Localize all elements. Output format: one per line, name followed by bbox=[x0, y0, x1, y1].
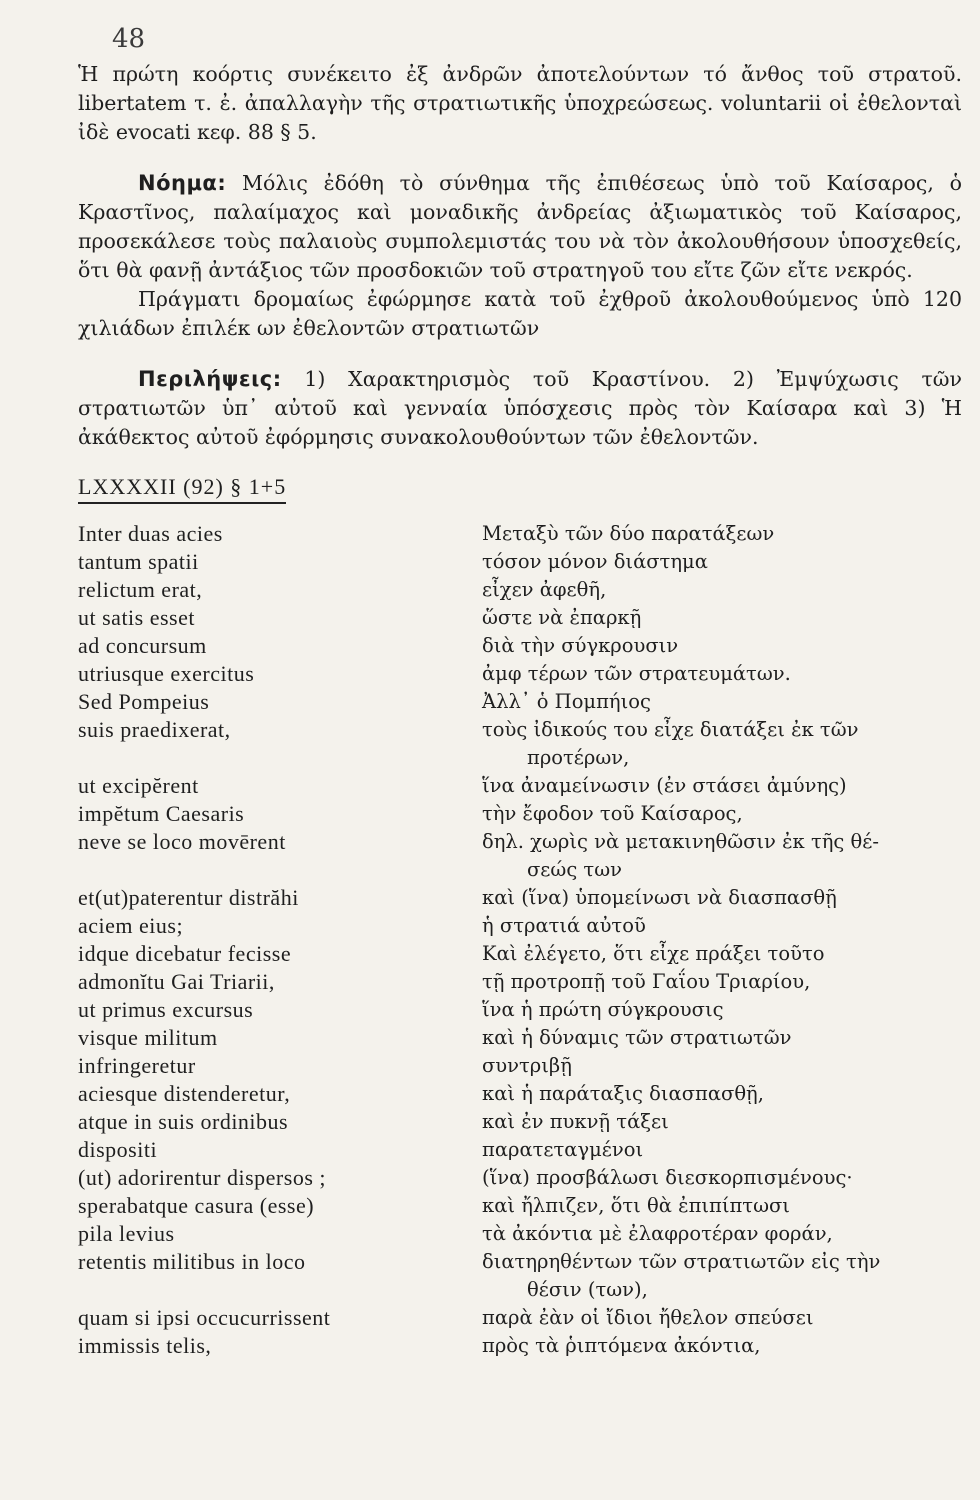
greek-text-continued: σεώς των bbox=[527, 858, 622, 881]
greek-translation bbox=[482, 1248, 962, 1304]
greek-text: διατηρηθέντων τῶν στρατιωτῶν εἰς τὴν bbox=[482, 1250, 881, 1273]
greek-translation bbox=[482, 1136, 962, 1164]
page-content bbox=[78, 60, 962, 1360]
greek-text: διὰ τὴν σύγκρουσιν bbox=[482, 634, 679, 657]
translation-row bbox=[78, 660, 962, 688]
greek-text: ἵνα ἡ πρώτη σύγκρουσις bbox=[482, 998, 724, 1021]
greek-text: καὶ ἐν πυκνῇ τάξει bbox=[482, 1110, 669, 1133]
greek-text: ἵνα ἀναμείνωσιν (ἐν στάσει ἀμύνης) bbox=[482, 774, 847, 797]
translation-row bbox=[78, 996, 962, 1024]
greek-translation bbox=[482, 688, 962, 716]
translation-row bbox=[78, 968, 962, 996]
noima-paragraph-2: Πράγματι δρομαίως ἐφώρμησε κατὰ τοῦ ἐχθροῦ ἀκολουθούμενος ὑπὸ 120 χιλιάδων ἐπιλέκ ων ἐθελοντῶν στρατιωτῶν bbox=[78, 287, 962, 340]
greek-translation bbox=[482, 604, 962, 632]
greek-text: Ἀλλ᾽ ὁ Πομπήιος bbox=[482, 690, 651, 713]
perilipseis-label: Περιλήψεις: bbox=[138, 367, 282, 391]
greek-translation bbox=[482, 1108, 962, 1136]
section-heading: LXXXXII (92) § 1+5 bbox=[78, 474, 286, 504]
greek-translation bbox=[482, 884, 962, 912]
intro-note: Ἡ πρώτη κοόρτις συνέκειτο ἐξ ἀνδρῶν ἀποτελούντων τό ἄνθος τοῦ στρατοῦ. libertatem τ. ἐ. ἀπαλλαγὴν τῆς στρατιωτικῆς ὑποχρεώσεως. voluntarii οἱ ἐθελονταὶ ἰδὲ evocati κεφ. 88 § 5. bbox=[78, 62, 962, 144]
greek-translation bbox=[482, 968, 962, 996]
latin-text: aciesque distenderetur, bbox=[78, 1081, 291, 1106]
greek-text: τὰ ἀκόντια μὲ ἐλαφροτέραν φοράν, bbox=[482, 1222, 833, 1245]
latin-text: Inter duas acies bbox=[78, 521, 223, 546]
greek-text: τῇ προτροπῇ τοῦ Γαΐου Τριαρίου, bbox=[482, 970, 811, 993]
greek-translation bbox=[482, 520, 962, 548]
latin-text: infringeretur bbox=[78, 1053, 196, 1078]
latin-text: idque dicebatur fecisse bbox=[78, 941, 292, 966]
greek-translation bbox=[482, 996, 962, 1024]
greek-text: καὶ (ἵνα) ὑπομείνωσι νὰ διασπασθῇ bbox=[482, 886, 837, 909]
greek-translation bbox=[482, 1192, 962, 1220]
latin-text: et(ut)paterentur distrăhi bbox=[78, 885, 299, 910]
translation-row bbox=[78, 1192, 962, 1220]
greek-translation bbox=[482, 828, 962, 884]
greek-text: συντριβῇ bbox=[482, 1054, 572, 1077]
translation-row bbox=[78, 940, 962, 968]
greek-text: ἀμφ τέρων τῶν στρατευμάτων. bbox=[482, 662, 791, 685]
greek-translation bbox=[482, 548, 962, 576]
latin-text: quam si ipsi occucurrissent bbox=[78, 1305, 331, 1330]
perilipseis-paragraph bbox=[78, 365, 962, 452]
translation-row bbox=[78, 772, 962, 800]
noima-paragraph bbox=[78, 169, 962, 285]
translation-table bbox=[78, 520, 962, 1360]
latin-text: ut primus excursus bbox=[78, 997, 254, 1022]
translation-row bbox=[78, 1332, 962, 1360]
page-number: 48 bbox=[112, 24, 146, 54]
latin-text: ut excipĕrent bbox=[78, 773, 199, 798]
latin-text: Sed Pompeius bbox=[78, 689, 210, 714]
perilipseis-text: 1) Χαρακτηρισμὸς τοῦ Κραστίνου. 2) Ἐμψύχωσις τῶν στρατιωτῶν ὑπ᾽ αὐτοῦ καὶ γενναία ὑπόσχεσις πρὸς τὸν Καίσαρα καὶ 3) Ἡ ἀκάθεκτος αὐτοῦ ἐφόρμησις συνακολουθούντων τῶν ἐθελοντῶν. bbox=[78, 367, 962, 449]
latin-text: retentis militibus in loco bbox=[78, 1249, 306, 1274]
greek-translation bbox=[482, 800, 962, 828]
greek-translation bbox=[482, 912, 962, 940]
greek-translation bbox=[482, 1052, 962, 1080]
greek-text: τόσον μόνον διάστημα bbox=[482, 550, 708, 573]
greek-text: Μεταξὺ τῶν δύο παρατάξεων bbox=[482, 522, 775, 545]
latin-text: dispositi bbox=[78, 1137, 158, 1162]
latin-text: atque in suis ordinibus bbox=[78, 1109, 289, 1134]
translation-row bbox=[78, 1080, 962, 1108]
translation-row bbox=[78, 632, 962, 660]
greek-translation bbox=[482, 772, 962, 800]
latin-text: tantum spatii bbox=[78, 549, 199, 574]
translation-row bbox=[78, 1248, 962, 1304]
greek-text: καὶ ἤλπιζεν, ὅτι θὰ ἐπιπίπτωσι bbox=[482, 1194, 790, 1217]
greek-translation bbox=[482, 1164, 962, 1192]
greek-text: τοὺς ἰδικούς του εἶχε διατάξει ἐκ τῶν bbox=[482, 718, 859, 741]
translation-row bbox=[78, 828, 962, 884]
greek-translation bbox=[482, 660, 962, 688]
translation-row bbox=[78, 1052, 962, 1080]
latin-text: utriusque exercitus bbox=[78, 661, 255, 686]
greek-text: παρὰ ἐὰν οἱ ἴδιοι ἤθελον σπεύσει bbox=[482, 1306, 814, 1329]
translation-row bbox=[78, 548, 962, 576]
noima-text: Μόλις ἐδόθη τὸ σύνθημα τῆς ἐπιθέσεως ὑπὸ τοῦ Καίσαρος, ὁ Κραστῖνος, παλαίμαχος καὶ μοναδικῆς ἀνδρείας ἀξιωματικὸς τοῦ Καίσαρος, προσεκάλεσε τοὺς παλαιοὺς συμπολεμιστάς του νὰ τὸν ἀκολουθήσουν ὑποσχεθείς, ὅτι θὰ φανῇ ἀντάξιος τῶν προσδοκιῶν τοῦ στρατηγοῦ του εἴτε ζῶν εἴτε νεκρός. bbox=[78, 171, 962, 282]
translation-row bbox=[78, 604, 962, 632]
greek-text: (ἵνα) προσβάλωσι διεσκορπισμένους· bbox=[482, 1166, 853, 1189]
latin-text: neve se loco movērent bbox=[78, 829, 286, 854]
noima-label: Νόημα: bbox=[138, 171, 227, 195]
greek-translation bbox=[482, 1304, 962, 1332]
latin-text: pila levius bbox=[78, 1221, 175, 1246]
greek-text: δηλ. χωρὶς νὰ μετακινηθῶσιν ἐκ τῆς θέ- bbox=[482, 830, 879, 853]
translation-row bbox=[78, 688, 962, 716]
translation-row bbox=[78, 716, 962, 772]
greek-text: Καὶ ἐλέγετο, ὅτι εἶχε πράξει τοῦτο bbox=[482, 942, 825, 965]
greek-text: πρὸς τὰ ῥιπτόμενα ἀκόντια, bbox=[482, 1334, 761, 1357]
greek-text: παρατεταγμένοι bbox=[482, 1138, 644, 1161]
greek-translation bbox=[482, 716, 962, 772]
translation-row bbox=[78, 1136, 962, 1164]
latin-text: suis praedixerat, bbox=[78, 717, 231, 742]
greek-translation bbox=[482, 1332, 962, 1360]
greek-text: τὴν ἔφοδον τοῦ Καίσαρος, bbox=[482, 802, 743, 825]
translation-row bbox=[78, 1220, 962, 1248]
latin-text: (ut) adorirentur dispersos ; bbox=[78, 1165, 326, 1190]
latin-text: immissis telis, bbox=[78, 1333, 212, 1358]
greek-text: καὶ ἡ παράταξις διασπασθῇ, bbox=[482, 1082, 764, 1105]
latin-text: admonĭtu Gai Triarii, bbox=[78, 969, 275, 994]
greek-text: καὶ ἡ δύναμις τῶν στρατιωτῶν bbox=[482, 1026, 792, 1049]
greek-translation bbox=[482, 1080, 962, 1108]
translation-row bbox=[78, 1164, 962, 1192]
greek-text-continued: θέσιν (των), bbox=[527, 1278, 648, 1301]
translation-row bbox=[78, 1108, 962, 1136]
translation-row bbox=[78, 800, 962, 828]
greek-text: εἶχεν ἀφεθῆ, bbox=[482, 578, 607, 601]
latin-text: relictum erat, bbox=[78, 577, 203, 602]
latin-text: visque militum bbox=[78, 1025, 218, 1050]
latin-text: ut satis esset bbox=[78, 605, 195, 630]
translation-row bbox=[78, 1024, 962, 1052]
greek-translation bbox=[482, 1024, 962, 1052]
latin-text: aciem eius; bbox=[78, 913, 184, 938]
translation-row bbox=[78, 520, 962, 548]
latin-text: impĕtum Caesaris bbox=[78, 801, 245, 826]
latin-text: ad concursum bbox=[78, 633, 207, 658]
greek-translation bbox=[482, 940, 962, 968]
latin-text: sperabatque casura (esse) bbox=[78, 1193, 315, 1218]
translation-row bbox=[78, 912, 962, 940]
greek-translation bbox=[482, 1220, 962, 1248]
translation-row bbox=[78, 884, 962, 912]
translation-row bbox=[78, 1304, 962, 1332]
greek-translation bbox=[482, 576, 962, 604]
greek-text: ἡ στρατιά αὐτοῦ bbox=[482, 914, 646, 937]
translation-row bbox=[78, 576, 962, 604]
greek-text-continued: προτέρων, bbox=[527, 746, 630, 769]
greek-translation bbox=[482, 632, 962, 660]
greek-text: ὥστε νὰ ἐπαρκῇ bbox=[482, 606, 642, 629]
